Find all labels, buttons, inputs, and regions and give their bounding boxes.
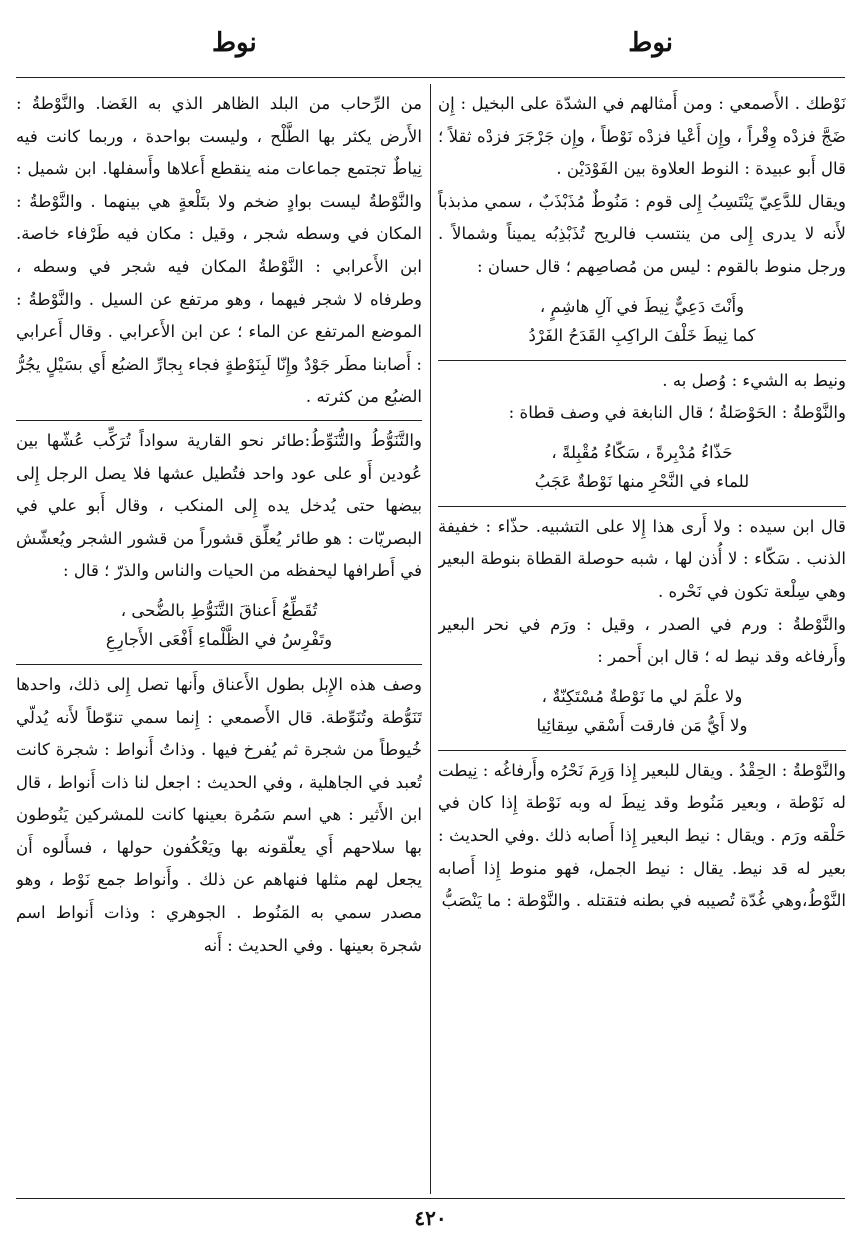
paragraph: والنَّوْطةُ : الحَوْصَلةُ ؛ قال النابغة في وصف قطاة :	[508, 403, 846, 423]
column-divider	[430, 84, 431, 1194]
header-title-left: نوط	[212, 28, 257, 58]
left-column	[16, 88, 422, 1190]
paragraph: من الرِّحاب من البلد الظاهر الذي به الغَضا. والنَّوْطةُ : الأَرض يكثر بها الطَّلْح ، وليست بواحدة ، وربما كانت فيه نِياطٌ تجتمع جماعات منه ينقطع أَعلاها وأَسفلها. ابن شميل : والنَّوْطةُ ليست بوادٍ ضخم ولا بتَلْعةٍ هي بينهما . والنَّوْطةُ : المكان في وسطه شجر ، وقيل : مكان فيه طَرْفاء خاصة. ابن الأَعرابي : النَّوْطةُ المكان فيه شجر في وسطه ، وطرفاه لا شجر فيهما ، وهو مرتفع عن السيل . والنَّوْطةُ : الموضع المرتفع عن الماء ؛ عن ابن الأَعرابي . وقال أَعرابي : أَصابنا مطَر جَوْدٌ وإِنّا لَبِنَوْطةٍ فجاء بِجارِّ الضبُع أَي بسَيْلٍ يجُرُّ الضبُع من كثرته .	[16, 94, 422, 407]
paragraph: نَوْطك . الأَصمعي : ومن أَمثالهم في الشدّة على البخيل : إِن ضَجَّ فزدْه وِقْراً ، وإِن أَعْيا فزدْه نَوْطاً ، وإِن جَرْجَرَ فزدْه ثقلاً ؛ قال أَبو عبيدة : النوط العلاوة بين الفَوْدَيْن .	[438, 94, 846, 179]
separator-line	[16, 420, 422, 421]
verse-line: حَذّاءُ مُدْبِرةً ، سَكّاءُ مُقْبِلةً ،	[551, 442, 733, 462]
verse-line: وأَنْتَ دَعِيٌّ نِيطَ في آلِ هاشِمٍ ،	[539, 296, 745, 316]
separator-line	[16, 664, 422, 665]
verse	[438, 438, 846, 496]
page-number: ٤٢٠	[414, 1206, 447, 1230]
separator-line	[438, 506, 846, 507]
paragraph: والتَّنَوُّطُ والتُّنَوِّطُ:طائر نحو القارية سواداً تُرَكِّب عُشّها بين عُودين أَو على عود واحد فتُطيل عشها فلا يصل الرجل إِلى بيضها حتى يُدخل يده إِلى المنكب ، وقال أَبو علي في البصريّات : هو طائر يُعلِّق قشوراً من قشور الشجر ويُعشّش في أَطرافها ليحفظه من الحيات والناس والذرّ ؛ قال :	[16, 430, 422, 581]
top-rule	[16, 77, 845, 78]
right-column	[438, 88, 846, 1190]
verse	[438, 292, 846, 350]
header-title-right: نوط	[628, 28, 673, 58]
paragraph: والنَّوْطةُ : ورم في الصدر ، وقيل : ورَم في نحر البعير وأَرفاغه وقد نيط له ؛ قال ابن أَحمر :	[438, 614, 846, 667]
paragraph: وصف هذه الإِبل بطول الأَعناق وأَنها تصل إِلى ذلك، واحدها تَنَوُّطة وتُنَوِّطة. قال الأَصمعي : إِنما سمي تنوّطاً لأَنه يُدلّي خُيوطاً من شجرة ثم يُفرخ فيها . وذاتُ أَنواط : شجرة كانت تُعبد في الجاهلية ، وفي الحديث : اجعل لنا ذات أَنواط ، قال ابن الأَثير : هي اسم سَمُرة بعينها كانت للمشركين يَنُوطون بها سلاحهم أَي يعلّقونه بها ويَعْكُفون حولها ، فسأَلوه أَن يجعل لهم مثلها فنهاهم عن ذلك . وأَنواط جمع نَوْط ، وهو مصدر سمي به المَنُوط . الجوهري : وذات أَنواط اسم شجرة بعينها . وفي الحديث : أَنه	[16, 674, 422, 955]
verse-line: وتَفْرِسُ في الظَّلْماءِ أَفْعَى الأَجارِعِ	[105, 629, 333, 649]
separator-line	[438, 750, 846, 751]
bottom-rule	[16, 1198, 845, 1199]
verse	[16, 596, 422, 654]
paragraph: ونيط به الشيء : وُصل به .	[662, 370, 846, 390]
verse-line: تُقَطِّعُ أَعناقَ التَّنَوُّطِ بالضُّحى ،	[120, 600, 318, 620]
paragraph: قال ابن سيده : ولا أَرى هذا إِلا على التشبيه. حذّاء : خفيفة الذنب . سَكّاء : لا أُذن لها ، شبه حوصلة القطاة بنوطة البعير وهي سِلْعة تكون في نَحْره .	[438, 516, 846, 601]
verse-line: للماء في النَّحْرِ منها نَوْطةٌ عَجَبُ	[534, 471, 750, 491]
paragraph: ويقال للدَّعِيّ يَنْتَسِبُ إِلى قوم : مَنُوطٌ مُذَبْذَبٌ ، سمي مذبذباً لأَنه لا يدرى إِلى من ينتسب فالريح تُذَبْذِبُه يميناً وشمالاً . ورجل منوط بالقوم : ليس من مُصاصِهم ؛ قال حسان :	[438, 191, 846, 276]
verse-line: ولا علْمَ لي ما نَوْطةٌ مُسْتَكِنّةٌ ،	[541, 686, 743, 706]
verse-line: كما نِيطَ خَلْفَ الراكِبِ القَدَحُ الفَرْدُ	[528, 325, 756, 345]
verse-line: ولا أَيُّ مَن فارقت أَسْقي سِقائِيا	[536, 715, 748, 735]
verse	[438, 682, 846, 740]
paragraph: والنَّوْطةُ : الحِقْدُ . ويقال للبعير إِذا وَرِمَ نَحْرُه وأَرفاغُه : نِيطت له نَوْطة ، وبعير مَنُوط وقد نِيطَ له وبه نَوْطة إِذا كان في حَلْقه ورَم . ويقال : نيط البعير إِذا أَصابه ذلك .وفي الحديث : بعير له قد نيط. يقال : نيط الجمل، فهو منوط إِذا أَصابه النَّوْطُ،وهي غُدّة تُصيبه في بطنه فتقتله . والنَّوْطة : ما يَنْصَبُّ	[438, 760, 846, 911]
separator-line	[438, 360, 846, 361]
